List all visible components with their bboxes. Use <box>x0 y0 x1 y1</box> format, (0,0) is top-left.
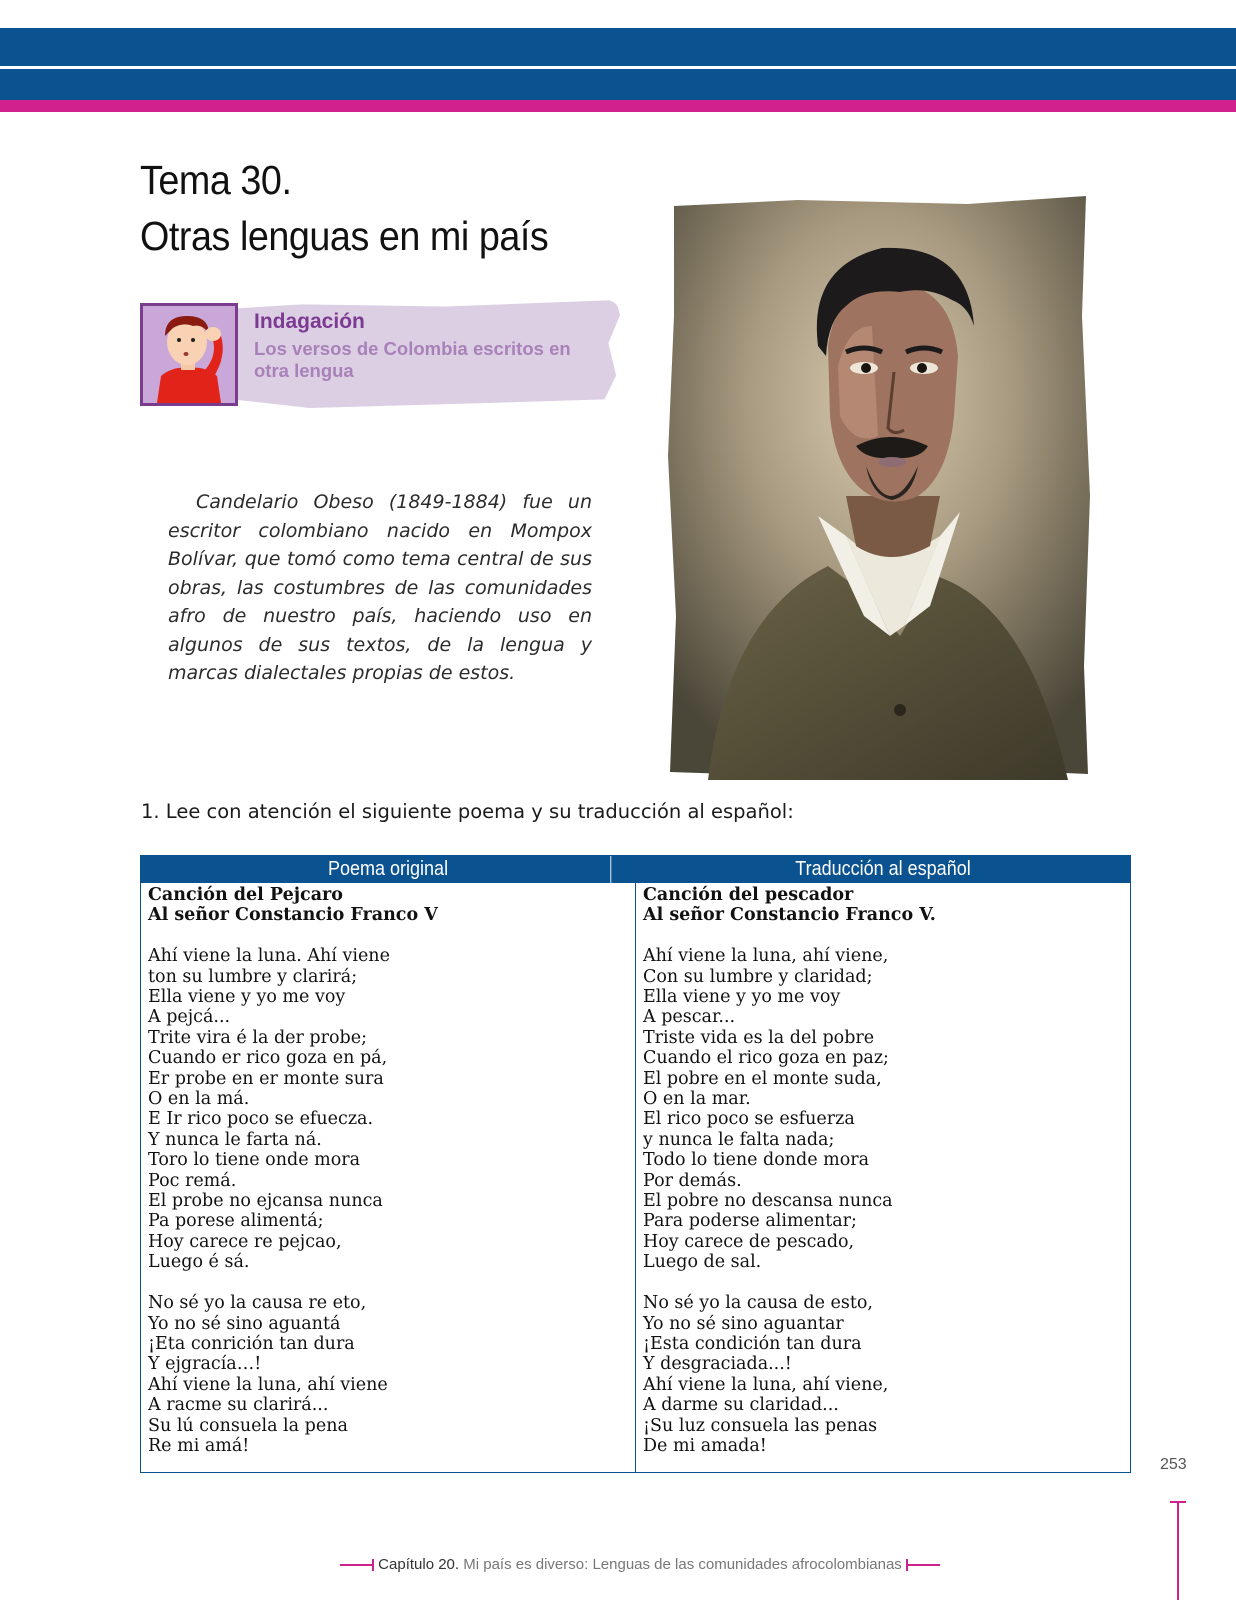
poem-original-line: Trite vira é la der probe; <box>148 1027 367 1048</box>
footer-decoration-right <box>906 1564 940 1566</box>
poem-table <box>140 855 1131 1473</box>
poem-translation-line: Triste vida es la del pobre <box>643 1027 875 1048</box>
poem-translation-line: Para poderse alimentar; <box>643 1211 857 1232</box>
poem-translation-line: O en la mar. <box>643 1089 751 1110</box>
poem-original-line: ¡Eta conrición tan dura <box>148 1333 355 1354</box>
poem-original-line: E Ir rico poco se efuecza. <box>148 1109 374 1130</box>
poem-original-line: Re mi amá! <box>148 1435 250 1456</box>
poem-original-line: Yo no sé sino aguantá <box>148 1313 341 1334</box>
poem-translation-line: Ahí viene la luna, ahí viene, <box>643 1374 889 1395</box>
poem-original-line: Luego é sá. <box>148 1252 250 1273</box>
poem-original-line: Er probe en er monte sura <box>148 1068 384 1089</box>
poem-translation-line: Ella viene y yo me voy <box>643 987 841 1008</box>
header-translation: Traducción al español <box>795 858 971 880</box>
poem-translation-line: El pobre no descansa nunca <box>643 1191 893 1212</box>
poem-translation-title: Canción del pescador <box>643 885 854 905</box>
poem-translation-column <box>636 883 1130 1472</box>
thinking-boy-icon <box>140 303 238 406</box>
footer-chapter: Capítulo 20. <box>378 1556 460 1573</box>
poem-original-line: A pejcá... <box>148 1007 231 1028</box>
poem-original-line: O en la má. <box>148 1089 250 1110</box>
poem-translation-line: Con su lumbre y claridad; <box>643 966 873 987</box>
poem-translation-line: Y desgraciada...! <box>643 1354 792 1375</box>
poem-original-line: No sé yo la causa re eto, <box>148 1293 367 1314</box>
poem-original-line: Su lú consuela la pena <box>148 1415 348 1436</box>
poem-translation-line: Todo lo tiene donde mora <box>643 1150 870 1171</box>
poem-translation-line: No sé yo la causa de esto, <box>643 1293 873 1314</box>
poem-original-line: Ella viene y yo me voy <box>148 987 346 1008</box>
question-1: 1. Lee con atención el siguiente poema y su traducción al español: <box>141 800 794 823</box>
poem-original-line: ton su lumbre y clarirá; <box>148 966 358 987</box>
footer <box>320 1556 960 1573</box>
poem-original-line: Toro lo tiene onde mora <box>148 1150 361 1171</box>
poem-original-line: Y ejgracía…! <box>148 1354 262 1375</box>
indagacion-subtitle: Los versos de Colombia escritos en otra lengua <box>254 338 571 381</box>
poem-translation-line: A darme su claridad... <box>643 1395 839 1416</box>
indagacion-heading: Indagación <box>254 310 365 333</box>
header-band-top <box>0 28 1236 66</box>
poem-translation-line: Yo no sé sino aguantar <box>643 1313 844 1334</box>
poem-translation-line: Hoy carece de pescado, <box>643 1231 855 1252</box>
poem-original-line: Ahí viene la luna. Ahí viene <box>148 946 390 967</box>
poem-translation-line: Cuando el rico goza en paz; <box>643 1048 889 1069</box>
poem-original-line: Hoy carece re pejcao, <box>148 1231 342 1252</box>
poem-translation-line: ¡Su luz consuela las penas <box>643 1415 878 1436</box>
poem-original-line: Cuando er rico goza en pá, <box>148 1048 388 1069</box>
poem-translation-line: Luego de sal. <box>643 1252 762 1273</box>
header-accent-stripe <box>0 100 1236 112</box>
poem-translation-line: Ahí viene la luna, ahí viene, <box>643 946 889 967</box>
poem-original-column <box>141 883 636 1472</box>
poem-translation-line: De mi amada! <box>643 1435 767 1456</box>
poem-translation-line: A pescar... <box>643 1007 736 1028</box>
poem-table-header <box>141 856 1130 883</box>
poem-table-body <box>141 883 1130 1472</box>
side-rule <box>1177 1502 1179 1600</box>
header-band-bottom <box>0 69 1236 100</box>
poem-translation-line: El rico poco se esfuerza <box>643 1109 855 1130</box>
poem-translation-dedication: Al señor Constancio Franco V. <box>643 905 936 926</box>
poem-translation-line: El pobre en el monte suda, <box>643 1068 882 1089</box>
poem-original-dedication: Al señor Constancio Franco V <box>148 905 438 926</box>
poem-translation-line: Por demás. <box>643 1170 742 1191</box>
page-title-line2: Otras lenguas en mi país <box>140 213 549 259</box>
poem-original-line: Poc remá. <box>148 1170 237 1191</box>
portrait-illustration <box>668 196 1092 780</box>
poem-original-line: Ahí viene la luna, ahí viene <box>148 1374 388 1395</box>
poem-original-line: El probe no ejcansa nunca <box>148 1191 383 1212</box>
poem-translation-line: ¡Esta condición tan dura <box>643 1333 862 1354</box>
poem-original-line: A racme su clarirá... <box>148 1395 329 1416</box>
poem-translation-line: y nunca le falta nada; <box>643 1129 835 1150</box>
page-number: 253 <box>1160 1456 1187 1473</box>
poem-original-line: Y nunca le farta ná. <box>148 1129 322 1150</box>
header-original: Poema original <box>166 856 612 883</box>
intro-paragraph: Candelario Obeso (1849-1884) fue un escritor colombiano nacido en Mompox Bolívar, que tomó como tema central de sus obras, las costumbres de las comunidades afro de nuestro país, haciendo uso en algunos de sus textos, de la lengua y marcas dialectales propias de estos. <box>168 491 592 684</box>
footer-text: Mi país es diverso: Lenguas de las comunidades afrocolombianas <box>459 1556 902 1573</box>
page-title-line1: Tema 30. <box>140 157 292 203</box>
poem-original-title: Canción del Pejcaro <box>148 885 343 905</box>
footer-decoration-left <box>340 1564 374 1566</box>
poem-original-line: Pa porese alimentá; <box>148 1211 324 1232</box>
page-title <box>140 152 618 264</box>
